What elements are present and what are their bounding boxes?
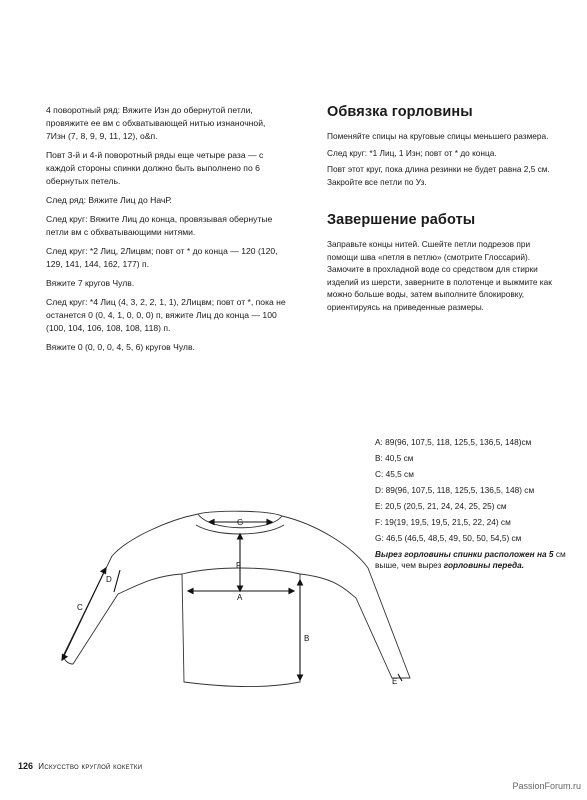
- note-bold-2: горловины переда.: [443, 560, 525, 570]
- instruction-stockinette-7: Вяжите 7 кругов Чулв.: [46, 278, 135, 288]
- watermark: PassionForum.ru: [512, 781, 581, 791]
- measurement-e: E: 20,5 (20,5, 21, 24, 24, 25, 25) см: [375, 501, 507, 511]
- measurements-list: [375, 437, 580, 576]
- instruction-next-round-2: След круг: *2 Лиц, 2Лицвм; повт от * до конца — 120 (120, 129, 141, 144, 162, 177) п.: [46, 246, 278, 269]
- instruction-next-round-3: След круг: *4 Лиц (4, 3, 2, 2, 1, 1), 2Лицвм; повт от *, пока не останется 0 (0, 4, 1, 0, 0, 0) п, вяжите Лиц до конца — 100 (100, 104, 106, 108, 108, 118) п.: [46, 297, 286, 333]
- neckline-note: [375, 549, 580, 571]
- label-c: C: [77, 603, 83, 612]
- neckband-paragraph: След круг: *1 Лиц, 1 Изн; повт от * до конца.: [327, 147, 497, 158]
- finishing-section: [327, 212, 562, 313]
- instruction-row-4: 4 поворотный ряд: Вяжите Изн до обернутой петли, провяжите ее вм с обхватывающей нитью изнаночной, 7Изн (7, 8, 9, 9, 11, 12), о&п.: [46, 105, 266, 141]
- measurement-c: C: 45,5 см: [375, 469, 414, 479]
- label-b: B: [304, 634, 310, 643]
- label-d: D: [106, 575, 112, 584]
- body-top: [182, 568, 300, 574]
- sweater-schematic: [50, 488, 398, 708]
- measurement-b: B: 40,5 см: [375, 453, 414, 463]
- note-mid: см выше, чем вырез: [375, 549, 566, 570]
- measurement-g: G: 46,5 (46,5, 48,5, 49, 50, 50, 54,5) см: [375, 533, 522, 543]
- label-e: E: [392, 677, 398, 686]
- neckband-paragraph: Поменяйте спицы на круговые спицы меньшего размера.: [327, 131, 549, 141]
- neckband-paragraph: Повт этот круг, пока длина резинки не будет равна 2,5 см. Закройте все петли по Уз.: [327, 164, 550, 187]
- finishing-title: Завершение работы: [327, 212, 476, 228]
- note-bold: Вырез горловины спинки расположен на 5: [375, 549, 554, 559]
- neckband-section: [327, 104, 562, 188]
- neck-back: [198, 511, 282, 516]
- page-footer: [18, 761, 142, 771]
- instruction-stockinette-final: Вяжите 0 (0, 0, 0, 4, 5, 6) кругов Чулв.: [46, 342, 195, 352]
- measurement-a: A: 89(96, 107,5, 118, 125,5, 136,5, 148)см: [375, 437, 532, 447]
- instruction-next-row: След ряд: Вяжите Лиц до НачР.: [46, 195, 172, 205]
- finishing-paragraph: Заправьте концы нитей. Сшейте петли подрезов при помощи шва «петля в петлю» (смотрите Глоссарий). Замочите в прохладной воде со средством для стирки изделий из шерсти, заверните в полотенце и выжмите как можно больше воды, затем выполните блокировку, ориентируясь на приведенные размеры.: [327, 239, 552, 312]
- right-column: [327, 104, 562, 317]
- measurement-d: D: 89(96, 107,5, 118, 125,5, 136,5, 148) см: [375, 485, 535, 495]
- instruction-next-round-1: След круг: Вяжите Лиц до конца, провязывая обернутые петли вм с обхватывающими нитями.: [46, 214, 273, 237]
- page-number: 126: [18, 761, 34, 771]
- instruction-repeat: Повт 3-й и 4-й поворотный ряды еще четыре раза — с каждой стороны спинки должно быть выполнено по 6 обернутых петель.: [46, 150, 264, 186]
- book-title: Искусство круглой кокетки: [38, 762, 143, 771]
- neckband-title: Обвязка горловины: [327, 104, 473, 120]
- label-f: F: [236, 561, 241, 570]
- label-g: G: [237, 518, 244, 527]
- measurement-f: F: 19(19, 19,5, 19,5, 21,5, 22, 24) см: [375, 517, 511, 527]
- label-a: A: [237, 593, 243, 602]
- pattern-instructions: [46, 104, 286, 360]
